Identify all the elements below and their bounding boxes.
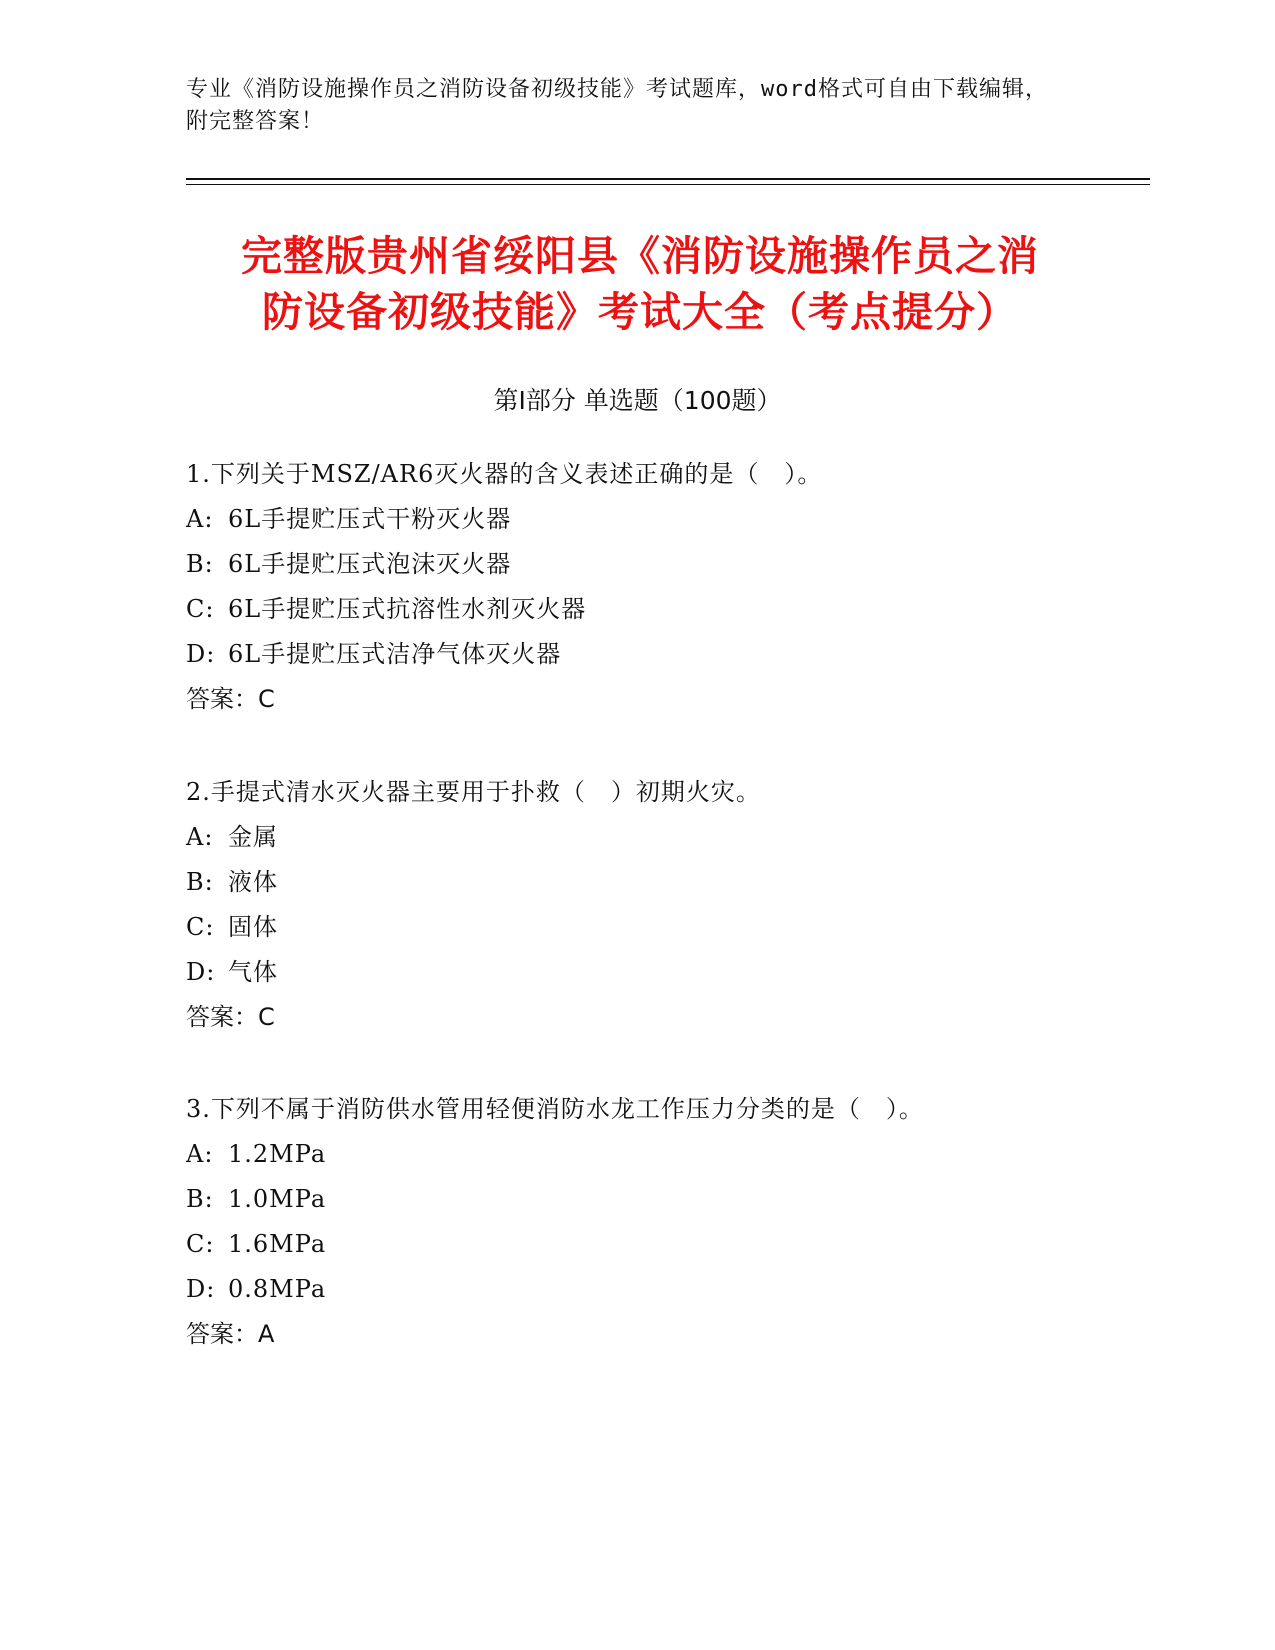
option-letter: D: [186, 640, 216, 668]
option-d [186, 950, 1126, 995]
option-letter: A: [186, 505, 214, 533]
option-text: 1.0MPa [228, 1185, 327, 1213]
answer-line: 答案：A [186, 1320, 275, 1348]
option-text: 金属 [228, 823, 278, 851]
option-letter: A: [186, 823, 214, 851]
option-letter: C: [186, 913, 215, 941]
option-letter: A: [186, 1140, 214, 1168]
option-b [186, 860, 1126, 905]
question-stem: 3.下列不属于消防供水管用轻便消防水龙工作压力分类的是（ ）。 [186, 1095, 924, 1123]
option-letter: C: [186, 595, 215, 623]
header-divider-thin [186, 184, 1150, 185]
document-title [160, 228, 1120, 340]
option-letter: B: [186, 868, 214, 896]
option-text: 0.8MPa [228, 1275, 327, 1303]
option-text: 气体 [228, 958, 278, 986]
question-2 [186, 770, 1126, 1040]
option-a [186, 497, 1126, 542]
header-divider-thick [186, 178, 1150, 180]
option-text: 6L手提贮压式抗溶性水剂灭火器 [228, 595, 587, 623]
option-letter: B: [186, 1185, 214, 1213]
question-stem: 2.手提式清水灭火器主要用于扑救（ ）初期火灾。 [186, 778, 761, 806]
answer-line: 答案：C [186, 685, 275, 713]
option-a [186, 1132, 1126, 1177]
question-stem: 1.下列关于MSZ/AR6灭火器的含义表述正确的是（ ）。 [186, 460, 823, 488]
option-c [186, 587, 1126, 632]
option-text: 液体 [228, 868, 278, 896]
option-d [186, 632, 1126, 677]
question-1 [186, 452, 1126, 722]
option-d [186, 1267, 1126, 1312]
option-letter: D: [186, 1275, 216, 1303]
option-text: 1.6MPa [228, 1230, 327, 1258]
option-text: 6L手提贮压式干粉灭火器 [228, 505, 512, 533]
option-b [186, 1177, 1126, 1222]
question-3 [186, 1087, 1126, 1357]
option-text: 6L手提贮压式泡沫灭火器 [228, 550, 512, 578]
document-title-line-1: 完整版贵州省绥阳县《消防设施操作员之消 [241, 232, 1039, 280]
option-text: 1.2MPa [228, 1140, 327, 1168]
option-text: 6L手提贮压式洁净气体灭火器 [228, 640, 562, 668]
section-title: 第Ⅰ部分 单选题（100题） [493, 386, 782, 415]
document-title-line-2: 防设备初级技能》考试大全（考点提分） [262, 288, 1018, 336]
option-a [186, 815, 1126, 860]
option-text: 固体 [228, 913, 278, 941]
option-c [186, 1222, 1126, 1267]
option-letter: C: [186, 1230, 215, 1258]
option-letter: B: [186, 550, 214, 578]
answer-line: 答案：C [186, 1003, 275, 1031]
option-b [186, 542, 1126, 587]
header-note: 专业《消防设施操作员之消防设备初级技能》考试题库，word格式可自由下载编辑，附完整答案！ [186, 77, 1048, 134]
option-letter: D: [186, 958, 216, 986]
option-c [186, 905, 1126, 950]
